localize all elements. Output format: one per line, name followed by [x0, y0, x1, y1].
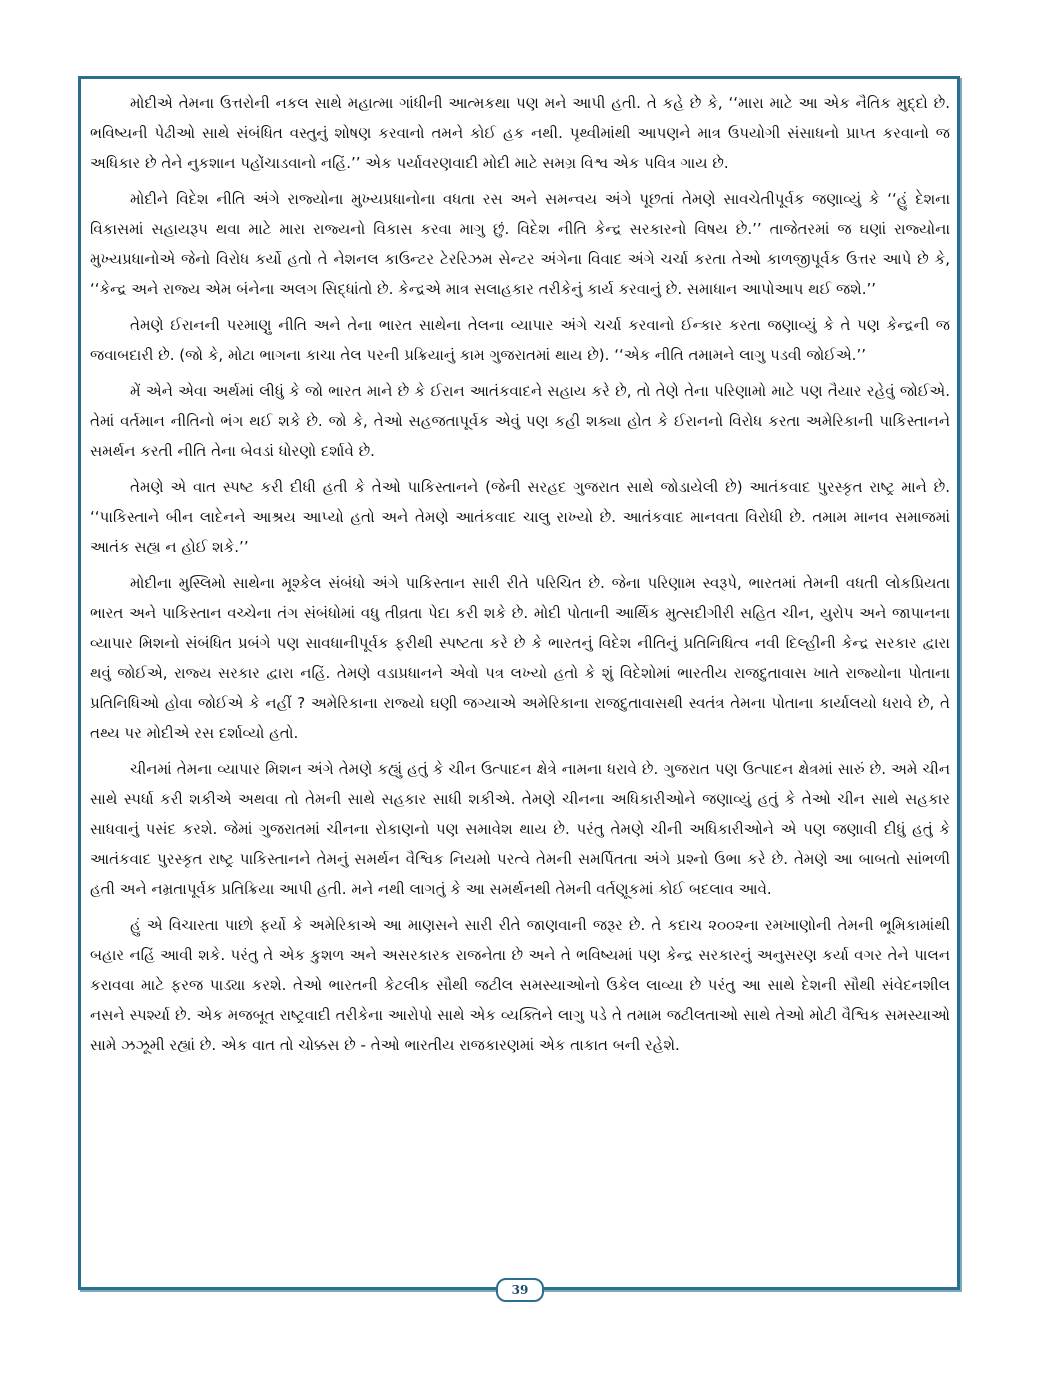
- paragraph-1: મોદીએ તેમના ઉત્તરોની નકલ સાથે મહાત્મા ગાંધીની આત્મકથા પણ મને આપી હતી. તે કહે છે કે, ‘‘મારા માટે આ એક નૈતિક મુદ્દો છે. ભવિષ્યની પેઢીઓ સાથે સંબંધિત વસ્તુનું શોષણ કરવાનો તમને કોઈ હક નથી. પૃથ્વીમાંથી આપણને માત્ર ઉપયોગી સંસાધનો પ્રાપ્ત કરવાનો જ અધિકાર છે તેને નુકશાન પહોંચાડવાનો નહિં.’’ એક પર્યાવરણવાદી મોદી માટે સમગ્ર વિશ્વ એક પવિત્ર ગાય છે.: [90, 94, 950, 172]
- page-footer: [0, 1278, 1040, 1302]
- paragraph-4: મેં એને એવા અર્થમાં લીધું કે જો ભારત માને છે કે ઈરાન આતંકવાદને સહાય કરે છે, તો તેણે તેના પરિણામો માટે પણ તૈયાર રહેવું જોઈએ. તેમાં વર્તમાન નીતિનો ભંગ થઈ શકે છે. જો કે, તેઓ સહજતાપૂર્વક એવું પણ કહી શક્યા હોત કે ઈરાનનો વિરોધ કરતા અમેરિકાની પાકિસ્તાનને સમર્થન કરતી નીતિ તેના બેવડાં ધોરણો દર્શાવે છે.: [90, 382, 950, 460]
- paragraph-3: તેમણે ઈરાનની પરમાણુ નીતિ અને તેના ભારત સાથેના તેલના વ્યાપાર અંગે ચર્ચા કરવાનો ઈન્કાર કરતા જણાવ્યું કે તે પણ કેન્દ્રની જ જવાબદારી છે. (જો કે, મોટા ભાગના કાચા તેલ પરની પ્રક્રિયાનું કામ ગુજરાતમાં થાય છે). ‘‘એક નીતિ તમામને લાગુ પડવી જોઈએ.’’: [90, 316, 950, 364]
- paragraph-5: તેમણે એ વાત સ્પષ્ટ કરી દીધી હતી કે તેઓ પાકિસ્તાનને (જેની સરહદ ગુજરાત સાથે જોડાયેલી છે) આતંકવાદ પુરસ્કૃત રાષ્ટ્ર માને છે. ‘‘પાકિસ્તાને બીન લાદેનને આશ્રય આપ્યો હતો અને તેમણે આતંકવાદ ચાલુ રાખ્યો છે. આતંકવાદ માનવતા વિરોધી છે. તમામ માનવ સમાજમાં આતંક સહ્ય ન હોઈ શકે.’’: [90, 478, 950, 556]
- paragraph-6: મોદીના મુસ્લિમો સાથેના મૂશ્કેલ સંબંધો અંગે પાકિસ્તાન સારી રીતે પરિચિત છે. જેના પરિણામ સ્વરૂપે, ભારતમાં તેમની વધતી લોકપ્રિયતા ભારત અને પાકિસ્તાન વચ્ચેના તંગ સંબંધોમાં વધુ તીવ્રતા પેદા કરી શકે છે. મોદી પોતાની આર્થિક મુત્સદીગીરી સહિત ચીન, યુરોપ અને જાપાનના વ્યાપાર મિશનો સંબંધિત પ્રબંગે પણ સાવધાનીપૂર્વક ફરીથી સ્પષ્ટતા કરે છે કે ભારતનું વિદેશ નીતિનું પ્રતિનિધિત્વ નવી દિલ્હીની કેન્દ્ર સરકાર દ્વારા થવું જોઈએ, રાજ્ય સરકાર દ્વારા નહિં. તેમણે વડાપ્રધાનને એવો પત્ર લખ્યો હતો કે શું વિદેશોમાં ભારતીય રાજદુતાવાસ ખાતે રાજ્યોના પોતાના પ્રતિનિધિઓ હોવા જોઈએ કે નહીં ? અમેરિકાના રાજ્યો ઘણી જગ્યાએ અમેરિકાના રાજદુતાવાસથી સ્વતંત્ર તેમના પોતાના કાર્યાલયો ધરાવે છે, તે તથ્ય પર મોદીએ રસ દર્શાવ્યો હતો.: [90, 574, 950, 742]
- page-number-badge: 39: [496, 1278, 544, 1302]
- paragraph-7: ચીનમાં તેમના વ્યાપાર મિશન અંગે તેમણે કહ્યું હતું કે ચીન ઉત્પાદન ક્ષેત્રે નામના ધરાવે છે. ગુજરાત પણ ઉત્પાદન ક્ષેત્રમાં સારું છે. અમે ચીન સાથે સ્પર્ધા કરી શકીએ અથવા તો તેમની સાથે સહકાર સાધી શકીએ. તેમણે ચીનના અધિકારીઓને જણાવ્યું હતું કે તેઓ ચીન સાથે સહકાર સાધવાનું પસંદ કરશે. જેમાં ગુજરાતમાં ચીનના રોકાણનો પણ સમાવેશ થાય છે. પરંતુ તેમણે ચીની અધિકારીઓને એ પણ જણાવી દીધું હતું કે આતંકવાદ પુરસ્કૃત રાષ્ટ્ર પાકિસ્તાનને તેમનું સમર્થન વૈશ્વિક નિયમો પરત્વે તેમની સમર્પિતતા અંગે પ્રશ્નો ઉભા કરે છે. તેમણે આ બાબતો સાંભળી હતી અને નમ્રતાપૂર્વક પ્રતિક્રિયા આપી હતી. મને નથી લાગતું કે આ સમર્થનથી તેમની વર્તણૂકમાં કોઈ બદલાવ આવે.: [90, 760, 950, 898]
- page-body-text: [90, 88, 950, 1270]
- paragraph-8: હું એ વિચારતા પાછો ફર્યો કે અમેરિકાએ આ માણસને સારી રીતે જાણવાની જરૂર છે. તે કદાચ ૨૦૦૨ના રમખાણોની તેમની ભૂમિકામાંથી બહાર નહિં આવી શકે. પરંતુ તે એક કુશળ અને અસરકારક રાજનેતા છે અને તે ભવિષ્યમાં પણ કેન્દ્ર સરકારનું અનુસરણ કર્યા વગર તેને પાલન કરાવવા માટે ફરજ પાડ્યા કરશે. તેઓ ભારતની કેટલીક સૌથી જટીલ સમસ્યાઓનો ઉકેલ લાવ્યા છે પરંતુ આ સાથે દેશની સૌથી સંવેદનશીલ નસને સ્પર્શ્યા છે. એક મજબૂત રાષ્ટ્રવાદી તરીકેના આરોપો સાથે એક વ્યક્તિને લાગુ પડે તે તમામ જટીલતાઓ સાથે તેઓ મોટી વૈશ્વિક સમસ્યાઓ સામે ઝઝૂમી રહ્યાં છે. એક વાત તો ચોક્કસ છે - તેઓ ભારતીય રાજકારણમાં એક તાકાત બની રહેશે.: [90, 916, 950, 1054]
- paragraph-2: મોદીને વિદેશ નીતિ અંગે રાજ્યોના મુખ્યપ્રધાનોના વધતા રસ અને સમન્વય અંગે પૂછતાં તેમણે સાવચેતીપૂર્વક જણાવ્યું કે ‘‘હું દેશના વિકાસમાં સહાયરૂપ થવા માટે મારા રાજ્યનો વિકાસ કરવા માગુ છું. વિદેશ નીતિ કેન્દ્ર સરકારનો વિષય છે.’’ તાજેતરમાં જ ઘણાં રાજ્યોના મુખ્યપ્રધાનોએ જેનો વિરોધ કર્યો હતો તે નેશનલ કાઉન્ટર ટેરરિઝમ સેન્ટર અંગેના વિવાદ અંગે ચર્ચા કરતા તેઓ કાળજીપૂર્વક ઉત્તર આપે છે કે, ‘‘કેન્દ્ર અને રાજ્ય એમ બંનેના અલગ સિદ્ધાંતો છે. કેન્દ્રએ માત્ર સલાહકાર તરીકેનું કાર્ય કરવાનું છે. સમાધાન આપોઆપ થઈ જશે.’’: [90, 190, 950, 298]
